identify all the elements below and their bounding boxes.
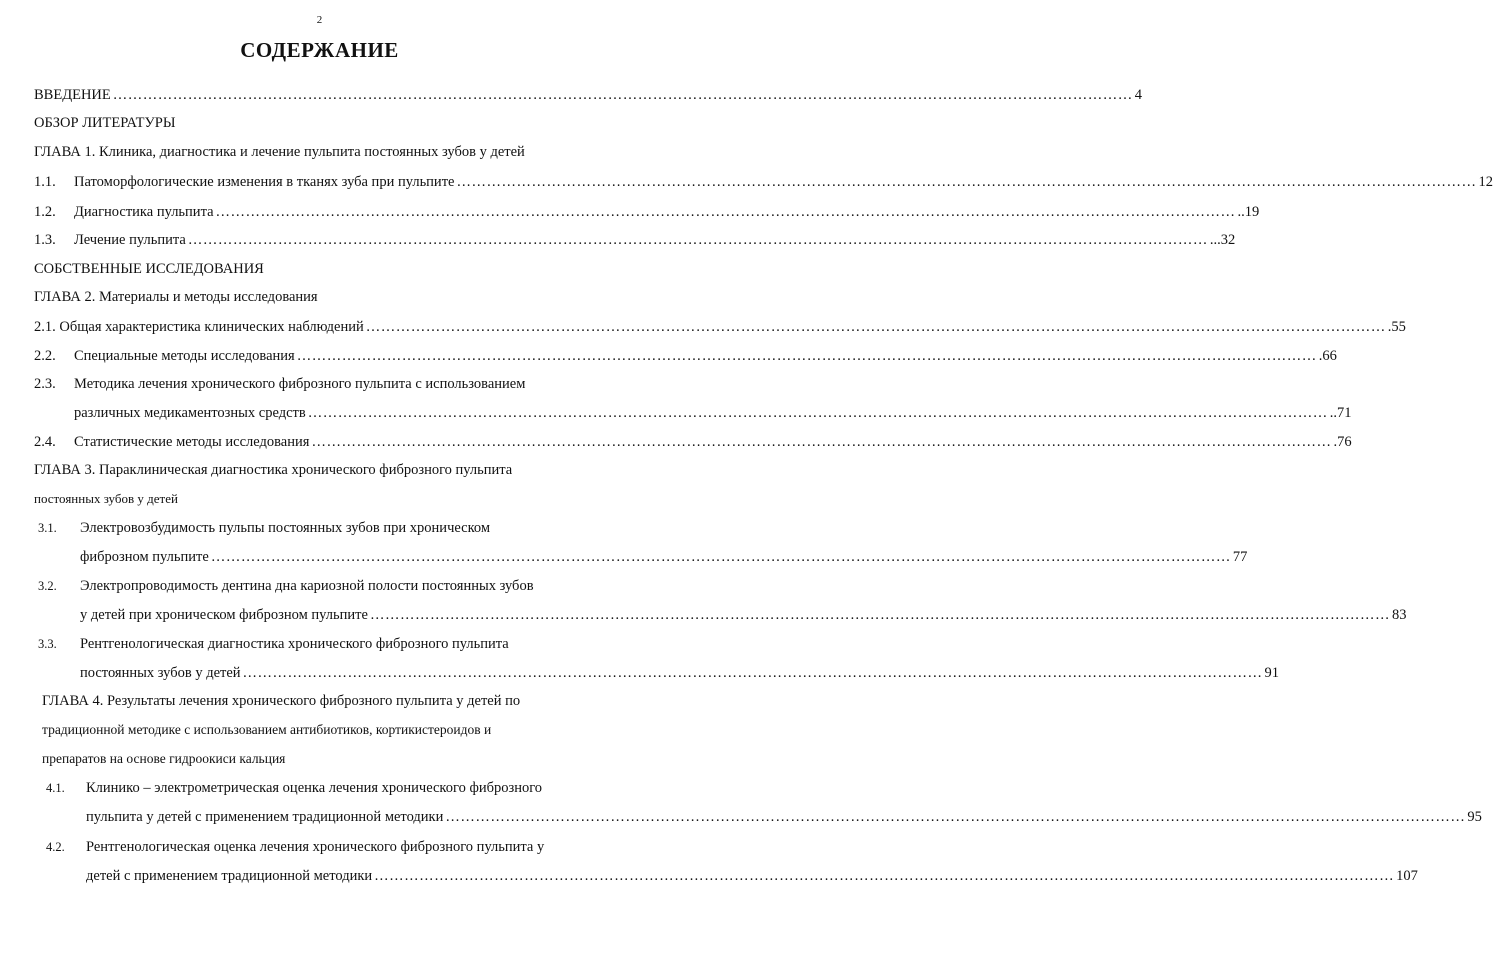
- toc-page-ref: .66: [1318, 348, 1337, 364]
- toc-entry-intro[interactable]: [34, 86, 1142, 104]
- toc-entry-label: 2.1. Общая характеристика клинических наблюдений: [34, 319, 364, 335]
- leader-dots: ……………………………………………………………………………………………………………………………………………………………………………………: [112, 87, 1133, 103]
- toc-entry-number: 4.1.: [46, 781, 65, 795]
- leader-dots: ……………………………………………………………………………………………………………………………………………………………………………………: [374, 868, 1395, 884]
- toc-entry-4-1-line2[interactable]: [86, 808, 1482, 826]
- toc-page-ref: ..19: [1237, 204, 1260, 220]
- toc-entry-4-1-line1[interactable]: [46, 779, 542, 797]
- toc-page-ref: 12: [1478, 174, 1493, 190]
- toc-entry-label: Лечение пульпита: [74, 232, 186, 248]
- chapter-3-title-line2: постоянных зубов у детей: [34, 491, 178, 506]
- toc-entry-label: Электропроводимость дентина дна кариозной полости постоянных зубов: [80, 578, 534, 594]
- toc-page-ref: .55: [1387, 319, 1406, 335]
- leader-dots: ……………………………………………………………………………………………………………………………………………………………………………………: [456, 174, 1477, 190]
- page-number: 2: [316, 14, 323, 26]
- toc-page-ref: 4: [1134, 87, 1142, 103]
- toc-entry-3-1-line1[interactable]: [38, 519, 490, 537]
- toc-entry-label: фиброзном пульпите: [80, 549, 209, 565]
- leader-dots: ……………………………………………………………………………………………………………………………………………………………………………………: [365, 319, 1386, 335]
- leader-dots: ……………………………………………………………………………………………………………………………………………………………………………………: [296, 348, 1317, 364]
- toc-page-ref: 95: [1467, 809, 1482, 825]
- toc-entry-label: Электровозбудимость пульпы постоянных зубов при хроническом: [80, 520, 491, 536]
- toc-entry-label: Рентгенологическая диагностика хронического фиброзного пульпита: [80, 636, 509, 652]
- section-heading-own-research: СОБСТВЕННЫЕ ИССЛЕДОВАНИЯ: [34, 261, 264, 277]
- leader-dots: ……………………………………………………………………………………………………………………………………………………………………………………: [210, 549, 1231, 565]
- toc-entry-3-1-line2[interactable]: [80, 548, 1248, 566]
- toc-entry-number: 2.4.: [34, 434, 56, 450]
- toc-entry-2-3-line2[interactable]: [74, 404, 1352, 422]
- toc-page-ref: ..71: [1329, 405, 1352, 421]
- leader-dots: ……………………………………………………………………………………………………………………………………………………………………………………: [215, 204, 1236, 220]
- toc-entry-number: 2.2.: [34, 348, 56, 364]
- section-heading-review: ОБЗОР ЛИТЕРАТУРЫ: [34, 115, 176, 131]
- toc-entry-label: Рентгенологическая оценка лечения хронического фиброзного пульпита у: [86, 839, 545, 855]
- toc-page-ref: 83: [1391, 607, 1407, 623]
- toc-entry-label: ВВЕДЕНИЕ: [34, 87, 111, 103]
- leader-dots: ……………………………………………………………………………………………………………………………………………………………………………………: [311, 434, 1332, 450]
- toc-entry-3-3-line2[interactable]: [80, 664, 1280, 682]
- toc-entry-number: 1.3.: [34, 232, 56, 248]
- page-title: СОДЕРЖАНИЕ: [240, 38, 399, 62]
- toc-entry-label: пульпита у детей с применением традиционной методики: [86, 809, 444, 825]
- toc-entry-label: Методика лечения хронического фиброзного пульпита с использованием: [74, 376, 526, 392]
- toc-entry-label: Диагностика пульпита: [74, 204, 214, 220]
- chapter-3-title-line1: ГЛАВА 3. Параклиническая диагностика хронического фиброзного пульпита: [34, 462, 513, 478]
- toc-entry-label: Клинико – электрометрическая оценка лечения хронического фиброзного: [86, 780, 543, 796]
- toc-entry-label: различных медикаментозных средств: [74, 405, 306, 421]
- toc-entry-number: 1.1.: [34, 174, 56, 190]
- toc-entry-2-4[interactable]: [34, 433, 1352, 451]
- toc-entry-number: 3.1.: [38, 521, 57, 535]
- toc-page-ref: .76: [1333, 434, 1352, 450]
- toc-page-ref: 77: [1232, 549, 1248, 565]
- toc-entry-number: 1.2.: [34, 204, 56, 220]
- toc-entry-label: Специальные методы исследования: [74, 348, 295, 364]
- toc-entry-label: Статистические методы исследования: [74, 434, 310, 450]
- toc-entry-4-2-line2[interactable]: [86, 867, 1418, 885]
- chapter-4-title-line1: ГЛАВА 4. Результаты лечения хронического фиброзного пульпита у детей по: [42, 693, 521, 709]
- toc-entry-1-3[interactable]: [34, 231, 1236, 249]
- toc-entry-number: 3.2.: [38, 579, 57, 593]
- toc-page-ref: 91: [1264, 665, 1280, 681]
- toc-entry-2-2[interactable]: [34, 347, 1337, 365]
- toc-entry-1-1[interactable]: [34, 173, 1493, 191]
- toc-entry-label: постоянных зубов у детей: [80, 665, 241, 681]
- leader-dots: ……………………………………………………………………………………………………………………………………………………………………………………: [369, 607, 1390, 623]
- toc-entry-number: 3.3.: [38, 637, 57, 651]
- toc-entry-1-2[interactable]: [34, 203, 1260, 221]
- toc-entry-2-1[interactable]: [34, 318, 1406, 336]
- toc-entry-3-2-line2[interactable]: [80, 606, 1407, 624]
- leader-dots: ……………………………………………………………………………………………………………………………………………………………………………………: [187, 232, 1208, 248]
- toc-entry-label: у детей при хроническом фиброзном пульпите: [80, 607, 368, 623]
- toc-entry-label: детей с применением традиционной методики: [86, 868, 373, 884]
- leader-dots: ……………………………………………………………………………………………………………………………………………………………………………………: [242, 665, 1263, 681]
- toc-entry-4-2-line1[interactable]: [46, 838, 544, 856]
- toc-entry-2-3-line1[interactable]: [34, 375, 525, 393]
- toc-entry-label: Патоморфологические изменения в тканях зуба при пульпите: [74, 174, 455, 190]
- toc-entry-3-3-line1[interactable]: [38, 635, 509, 653]
- leader-dots: ……………………………………………………………………………………………………………………………………………………………………………………: [307, 405, 1328, 421]
- chapter-1-title: ГЛАВА 1. Клиника, диагностика и лечение пульпита постоянных зубов у детей: [34, 144, 525, 160]
- leader-dots: ……………………………………………………………………………………………………………………………………………………………………………………: [445, 809, 1466, 825]
- chapter-4-title-line2: традиционной методике с использованием антибиотиков, кортикистероидов и: [42, 722, 492, 737]
- chapter-2-title: ГЛАВА 2. Материалы и методы исследования: [34, 289, 318, 305]
- toc-page-ref: 107: [1396, 868, 1418, 884]
- chapter-4-title-line3: препаратов на основе гидроокиси кальция: [42, 751, 286, 766]
- toc-entry-number: 4.2.: [46, 840, 65, 854]
- toc-entry-3-2-line1[interactable]: [38, 577, 534, 595]
- toc-entry-number: 2.3.: [34, 376, 56, 392]
- toc-page-ref: ...32: [1209, 232, 1236, 248]
